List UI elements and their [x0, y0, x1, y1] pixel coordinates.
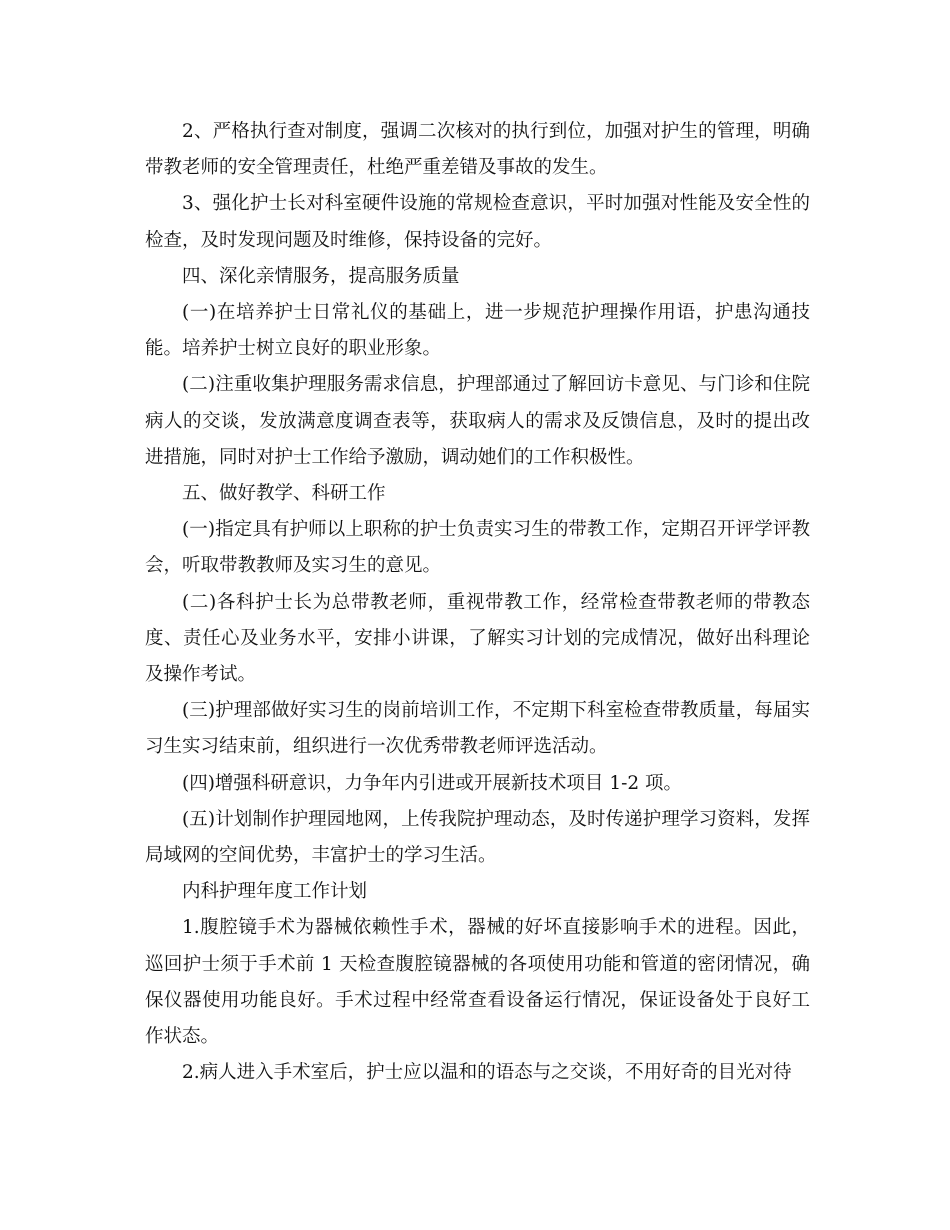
document-body [145, 114, 810, 1091]
plan-title: 内科护理年度工作计划 [182, 881, 368, 903]
paragraph-service-feedback: (二)注重收集护理服务需求信息，护理部通过了解回访卡意见、与门诊和住院病人的交谈，发放满意度调查表等，获取病人的需求及反馈信息，及时的提出改进措施，同时对护士工作给予激励，调动她们的工作积极性。 [145, 374, 810, 468]
paragraph-teaching-assignment: (一)指定具有护师以上职称的护士负责实习生的带教工作，定期召开评学评教会，听取带教教师及实习生的意见。 [145, 519, 810, 577]
section-heading-4: 四、深化亲情服务，提高服务质量 [182, 265, 460, 287]
paragraph-head-nurse-teaching: (二)各科护士长为总带教老师，重视带教工作，经常检查带教老师的带教态度、责任心及业务水平，安排小讲课，了解实习计划的完成情况，做好出科理论及操作考试。 [145, 591, 810, 686]
paragraph-strict-verification: 2、严格执行查对制度，强调二次核对的执行到位，加强对护生的管理，明确带教老师的安全管理责任，杜绝严重差错及事故的发生。 [145, 121, 810, 179]
section-heading-5: 五、做好教学、科研工作 [182, 483, 386, 505]
paragraph-website: (五)计划制作护理园地网，上传我院护理动态，及时传递护理学习资料，发挥局域网的空间优势，丰富护士的学习生活。 [145, 808, 810, 867]
paragraph-research: (四)增强科研意识，力争年内引进或开展新技术项目 1-2 项。 [182, 772, 682, 794]
paragraph-laparoscope: 1.腹腔镜手术为器械依赖性手术，器械的好坏直接影响手术的进程。因此，巡回护士须于手术前 1 天检查腹腔镜器械的各项使用功能和管道的密闭情况，确保仪器使用功能良好。手术过程中经常查看设备运行情况，保证设备处于良好工作状态。 [145, 917, 810, 1048]
paragraph-etiquette: (一)在培养护士日常礼仪的基础上，进一步规范护理操作用语，护患沟通技能。培养护士树立良好的职业形象。 [145, 302, 810, 360]
paragraph-patient-communication: 2.病人进入手术室后，护士应以温和的语态与之交谈，不用好奇的目光对待 [182, 1062, 792, 1084]
paragraph-head-nurse-inspection: 3、强化护士长对科室硬件设施的常规检查意识，平时加强对性能及安全性的检查，及时发现问题及时维修，保持设备的完好。 [145, 193, 810, 251]
paragraph-pre-job-training: (三)护理部做好实习生的岗前培训工作，不定期下科室检查带教质量，每届实习生实习结束前，组织进行一次优秀带教老师评选活动。 [145, 700, 810, 758]
